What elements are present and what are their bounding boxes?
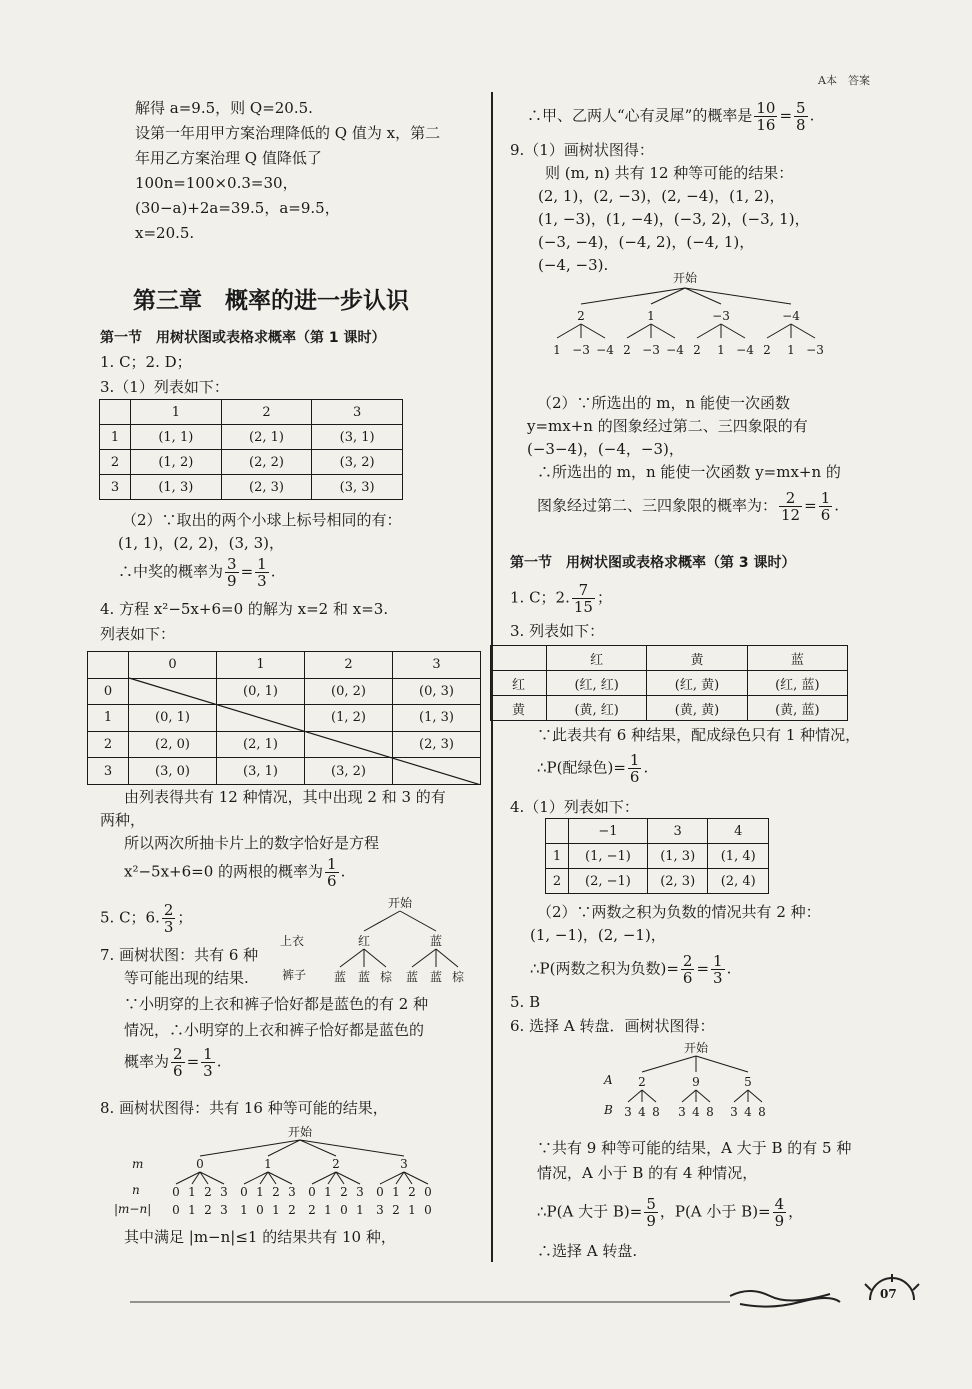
tree-branch [734,1090,748,1102]
answer-line: (−3, −4)，(−4, 2)，(−4, 1)， [538,233,755,251]
cell: 红 [547,646,647,671]
cell: 2 [221,400,312,425]
tree-node: −3 [572,343,590,357]
cell [491,646,547,671]
table-4 [545,818,769,894]
cell: (2, 1) [217,731,305,758]
tree-node: 0 [256,1203,264,1217]
text: ∴甲、乙两人“心有灵犀”的概率是 [527,106,753,125]
tree-node: 0 [340,1203,348,1217]
cell: (3, 3) [312,475,403,500]
text: 图象经过第二、三四象限的概率为： [537,496,778,515]
text-line: 100n=100×0.3=30， [135,174,298,192]
cell: (2, 0) [129,731,217,758]
tree-node: 0 [240,1185,248,1199]
cell: 1 [546,844,569,869]
tree-9-nodes [553,270,824,357]
tree-node: −4 [736,343,754,357]
answer-line: 5. B [510,993,541,1011]
tree-node: 1 [324,1203,332,1217]
cell: (1, 3) [393,705,481,732]
tree-node: 3 [730,1105,738,1119]
cell: 3 [393,652,481,679]
tree-branch [642,1090,656,1102]
tree-node: 1 [647,309,655,323]
tree-node: −4 [666,343,684,357]
tree-branch [696,1056,748,1072]
tree-node: 4 [692,1105,700,1119]
tree-node: 8 [706,1105,714,1119]
cell: 2 [546,869,569,894]
fraction: $\frac{1}{6}$ [327,855,337,890]
tree-branch [581,324,605,338]
answer-line: ∴P(A 大于 B)= $\frac{5}{9}$ ，P(A 小于 B)= $\frac{4}{9}$ ， [537,1195,804,1230]
cell: (3, 2) [305,758,393,785]
answer-line: 则 (m, n) 共有 12 种等可能的结果： [545,164,794,182]
tree-6-nodes [624,1056,766,1119]
cell: (1, 1) [131,425,222,450]
tree-node: 0 [308,1185,316,1199]
cell: (2, 1) [221,425,312,450]
answer-line: 其中满足 |m−n|≤1 的结果共有 10 种， [124,1228,396,1246]
tree-branch [685,288,791,304]
tree-branch [300,1140,404,1156]
answer-line: 8. 画树状图得：共有 16 种等可能的结果， [100,1099,388,1117]
cell: (黄, 红) [547,696,647,721]
cell: 4 [708,819,769,844]
tree-node: 棕 [451,970,465,984]
answer-line: ∵此表共有 6 种结果，配成绿色只有 1 种情况， [537,726,861,744]
cell: 1 [88,705,129,732]
tree-node: 棕 [379,970,393,984]
tree-node: 2 [332,1157,340,1171]
fraction: $\frac{1}{6}$ [820,489,831,524]
tree-node: 2 [288,1203,296,1217]
tree-label: B [604,1103,613,1117]
text-line: 年用乙方案治理 Q 值降低了 [135,149,322,167]
tree-label: n [132,1183,140,1197]
text-line: 设第一年用甲方案治理降低的 Q 值为 x，第二 [135,124,441,142]
tree-branch [642,1056,696,1072]
answer-line: (2, 1)，(2, −3)，(2, −4)，(1, 2)， [538,187,785,205]
answer-line: ∴中奖的概率为 $\frac{3}{9}$ = $\frac{1}{3}$ . [118,555,276,590]
cell: (1, 4) [708,844,769,869]
cell: 蓝 [747,646,847,671]
answer-line: (1, −3)，(1, −4)，(−3, 2)，(−3, 1)， [538,210,810,228]
cell: (1, 3) [647,844,708,869]
cell: −1 [569,819,648,844]
answer-line: (1, −1)，(2, −1)， [530,926,666,944]
text: ∴P(两数之积为负数)= [530,959,679,978]
tree-branch [748,1090,762,1102]
fraction: $\frac{4}{9}$ [774,1195,785,1230]
diagonal-line [87,651,481,785]
answer-line: 4.（1）列表如下： [510,798,639,816]
tree-label: 裤子 [282,968,307,982]
fraction: $\frac{1}{3}$ [257,555,267,590]
answer-line: x²−5x+6=0 的两根的概率为 $\frac{1}{6}$ . [124,855,346,890]
text-line: (30−a)+2a=39.5，a=9.5， [135,199,340,217]
tree-node: −4 [596,343,614,357]
cell: 3 [312,400,403,425]
cell: 红 [491,671,547,696]
cell: 3 [100,475,131,500]
cell: (0, 3) [393,678,481,705]
text: x²−5x+6=0 的两根的概率为 [124,862,324,881]
tree-node: 1 [256,1185,264,1199]
tree-node: 3 [288,1185,296,1199]
cell [546,819,569,844]
cell: (2, 2) [221,450,312,475]
fraction: $\frac{2}{6}$ [173,1045,183,1080]
answer-line: （2）∵所选出的 m，n 能使一次函数 [537,394,790,412]
cell: 0 [88,678,129,705]
tree-node: 1 [408,1203,416,1217]
tree-node: 2 [763,343,771,357]
tree-branch [627,324,651,338]
tree-branch [791,324,815,338]
cell: (1, 2) [131,450,222,475]
cell: (黄, 黄) [647,696,747,721]
cell: (2, 4) [708,869,769,894]
answer-line: 概率为 $\frac{2}{6}$ = $\frac{1}{3}$ . [124,1045,222,1080]
answer-line: ∴P(两数之积为负数)= $\frac{2}{6}$ = $\frac{1}{3}$ . [530,952,732,987]
cell: 黄 [491,696,547,721]
tree-branch [682,1090,696,1102]
answer-line: 两种， [100,811,146,829]
tree-node: 3 [400,1157,408,1171]
tree-node: 1 [188,1185,196,1199]
tree-label: A [604,1073,613,1087]
cell: (1, 3) [131,475,222,500]
tree-node: 2 [340,1185,348,1199]
tree-node: 蓝 [405,970,419,984]
cell: 1 [131,400,222,425]
cell: (0, 1) [217,678,305,705]
cell: (红, 红) [547,671,647,696]
answer-line: 所以两次所抽卡片上的数字恰好是方程 [124,834,380,852]
text-line: x=20.5. [135,224,195,242]
fraction: $\frac{3}{9}$ [227,555,237,590]
fraction: $\frac{1}{6}$ [629,751,640,786]
text: ，P(A 小于 B)= [659,1202,771,1221]
tree-node: 1 [188,1203,196,1217]
tree-node: 3 [624,1105,632,1119]
cell: 2 [305,652,393,679]
answer-line: 情况，∴小明穿的上衣和裤子恰好都是蓝色的 [124,1021,425,1039]
tree-node: 1 [356,1203,364,1217]
tree-branch [581,288,685,304]
cell: 3 [88,758,129,785]
cell: (3, 0) [129,758,217,785]
table-3 [490,645,848,721]
cell: (2, 3) [393,731,481,758]
answer-line: （2）∵两数之积为负数的情况共有 2 种： [537,903,821,921]
cell: 2 [100,450,131,475]
tree-branch [557,324,581,338]
page-number: 07 [880,1287,897,1301]
answer-line: （2）∵取出的两个小球上标号相同的有： [122,511,402,529]
tree-node: 红 [357,934,371,948]
answer-line: 9.（1）画树状图得： [510,141,654,159]
fraction: $\frac{2}{6}$ [682,952,693,987]
tree-node: 3 [376,1203,384,1217]
cell [100,400,131,425]
cell: (2, −1) [569,869,648,894]
fraction: $\frac{10}{16}$ [756,99,776,134]
chapter-title: 第三章 概率的进一步认识 [133,288,409,314]
tree-node: 3 [220,1203,228,1217]
tree-node: 2 [308,1203,316,1217]
text: ∴P(配绿色)= [537,758,626,777]
tree-diagram-7 [278,893,478,988]
answer-line: ∴甲、乙两人“心有灵犀”的概率是 $\frac{10}{16}$ = $\frac{5}{8}$ . [527,99,815,134]
answer-line: (1, 1)，(2, 2)，(3, 3)， [118,534,284,552]
fraction: $\frac{5}{9}$ [646,1195,656,1230]
answer-line: 等可能出现的结果. [124,969,249,987]
tree-node: 2 [577,309,585,323]
fraction: $\frac{2}{3}$ [163,901,174,936]
tree-node: 1 [240,1203,248,1217]
cell: (红, 黄) [647,671,747,696]
cell: 3 [647,819,708,844]
answer-line: 1. C；2. $\frac{7}{15}$ ； [510,581,612,616]
tree-node: −3 [806,343,824,357]
answer-line: 4. 方程 x²−5x+6=0 的解为 x=2 和 x=3. [100,600,389,618]
text: 5. C；6. [100,908,160,927]
text-line: 解得 a=9.5，则 Q=20.5. [135,99,313,117]
text: ∴中奖的概率为 [118,562,224,581]
cell: 0 [129,652,217,679]
tree-node: 0 [376,1185,384,1199]
tree-branch [721,324,745,338]
table-2-wrap [87,651,481,785]
cell: (2, 3) [221,475,312,500]
answer-line: ∵共有 9 种等可能的结果，A 大于 B 的有 5 种 [537,1139,852,1157]
tree-node: 0 [196,1157,204,1171]
answer-line: 由列表得共有 12 种情况，其中出现 2 和 3 的有 [124,788,446,806]
tree-branch [697,324,721,338]
cell: (2, 3) [647,869,708,894]
tree-node: 开始 [387,896,413,910]
answer-line: 7. 画树状图：共有 6 种 [100,946,259,964]
answer-line: ∴选择 A 转盘. [537,1242,638,1260]
tree-8-nodes [172,1140,432,1217]
fraction: $\frac{5}{8}$ [796,99,806,134]
tree-node: 8 [758,1105,766,1119]
answer-line: ∴P(配绿色)= $\frac{1}{6}$ . [537,751,649,786]
cell: 1 [100,425,131,450]
tree-node: 4 [744,1105,752,1119]
tree-node: 0 [424,1203,432,1217]
tree-node: 2 [638,1075,646,1089]
tree-node: 开始 [672,271,698,285]
cell: 2 [88,731,129,758]
tree-node: 4 [638,1105,646,1119]
section-title: 第一节 用树状图或表格求概率（第 3 课时） [510,555,796,571]
answer-line: ∵小明穿的上衣和裤子恰好都是蓝色的有 2 种 [124,995,429,1013]
cell: (1, −1) [569,844,648,869]
section-title: 第一节 用树状图或表格求概率（第 1 课时） [100,330,386,346]
answer-line: 1. C；2. D； [100,353,192,371]
answer-line: 图象经过第二、三四象限的概率为： $\frac{2}{12}$ = $\frac{1}{6}$ . [537,489,840,524]
footer-decoration [130,1262,930,1312]
text: ∴P(A 大于 B)= [537,1202,643,1221]
tree-diagram-9 [545,268,835,363]
cell: (红, 蓝) [747,671,847,696]
tree-label: 上衣 [280,934,305,948]
tree-node: 2 [408,1185,416,1199]
tree-node: 2 [272,1185,280,1199]
answer-line: 3. 列表如下： [510,622,605,640]
tree-node: 开始 [287,1125,313,1139]
tree-node: 蓝 [429,934,443,948]
header-label: A本 答案 [818,74,870,87]
tree-node: 0 [172,1203,180,1217]
tree-node: 1 [324,1185,332,1199]
tree-node: 5 [744,1075,752,1089]
tree-node: 开始 [683,1041,709,1055]
cell: 黄 [647,646,747,671]
tree-node: 1 [272,1203,280,1217]
tree-node: 3 [220,1185,228,1199]
cell: (1, 2) [305,705,393,732]
tree-diagram-6 [598,1036,778,1121]
tree-node: 3 [356,1185,364,1199]
tree-node: 1 [553,343,561,357]
answer-line: 列表如下： [100,625,176,643]
cell: (黄, 蓝) [747,696,847,721]
tree-node: −3 [642,343,660,357]
tree-node: 8 [652,1105,660,1119]
tree-label: |m−n| [114,1202,152,1216]
answer-line: 5. C；6. $\frac{2}{3}$ ； [100,901,193,936]
tree-node: 1 [717,343,725,357]
tree-node: 2 [693,343,701,357]
cell: (3, 1) [312,425,403,450]
tree-node: 2 [204,1185,212,1199]
tree-node: 2 [623,343,631,357]
answer-line: 情况，A 小于 B 的有 4 种情况， [537,1164,758,1182]
fraction: $\frac{1}{3}$ [713,952,723,987]
cell: (0, 1) [129,705,217,732]
tree-branch [767,324,791,338]
tree-node: 1 [787,343,795,357]
cell: (3, 2) [312,450,403,475]
tree-node: −4 [782,309,800,323]
tree-diagram-8 [110,1120,450,1225]
text: 1. C；2. [510,588,570,607]
cell: 1 [217,652,305,679]
tree-node: 1 [264,1157,272,1171]
tree-node: 0 [172,1185,180,1199]
cell: (0, 2) [305,678,393,705]
tree-branch [651,324,675,338]
tree-node: 蓝 [333,970,347,984]
tree-node: 3 [678,1105,686,1119]
tree-branch [628,1090,642,1102]
tree-node: 蓝 [357,970,371,984]
tree-branch [696,1090,710,1102]
answer-line: (−3−4)，(−4，−3)， [527,440,684,458]
fraction: $\frac{2}{12}$ [781,489,801,524]
tree-node: 0 [424,1185,432,1199]
tree-node: 蓝 [429,970,443,984]
answer-line: ∴所选出的 m，n 能使一次函数 y=mx+n 的 [537,463,841,481]
answer-line: (−4, −3). [538,256,609,274]
cell: (3, 1) [217,758,305,785]
text: 概率为 [124,1052,170,1071]
fraction: $\frac{7}{15}$ [573,581,593,616]
tree-node: −3 [712,309,730,323]
tree-node: 1 [392,1185,400,1199]
answer-line: 3.（1）列表如下： [100,378,229,396]
fraction: $\frac{1}{3}$ [203,1045,213,1080]
answer-line: y=mx+n 的图象经过第二、三四象限的有 [527,417,808,435]
tree-label: m [132,1157,144,1171]
answer-line: 6. 选择 A 转盘．画树状图得： [510,1017,715,1035]
tree-node: 2 [392,1203,400,1217]
table-1 [99,399,403,500]
tree-node: 2 [204,1203,212,1217]
tree-node: 9 [692,1075,700,1089]
